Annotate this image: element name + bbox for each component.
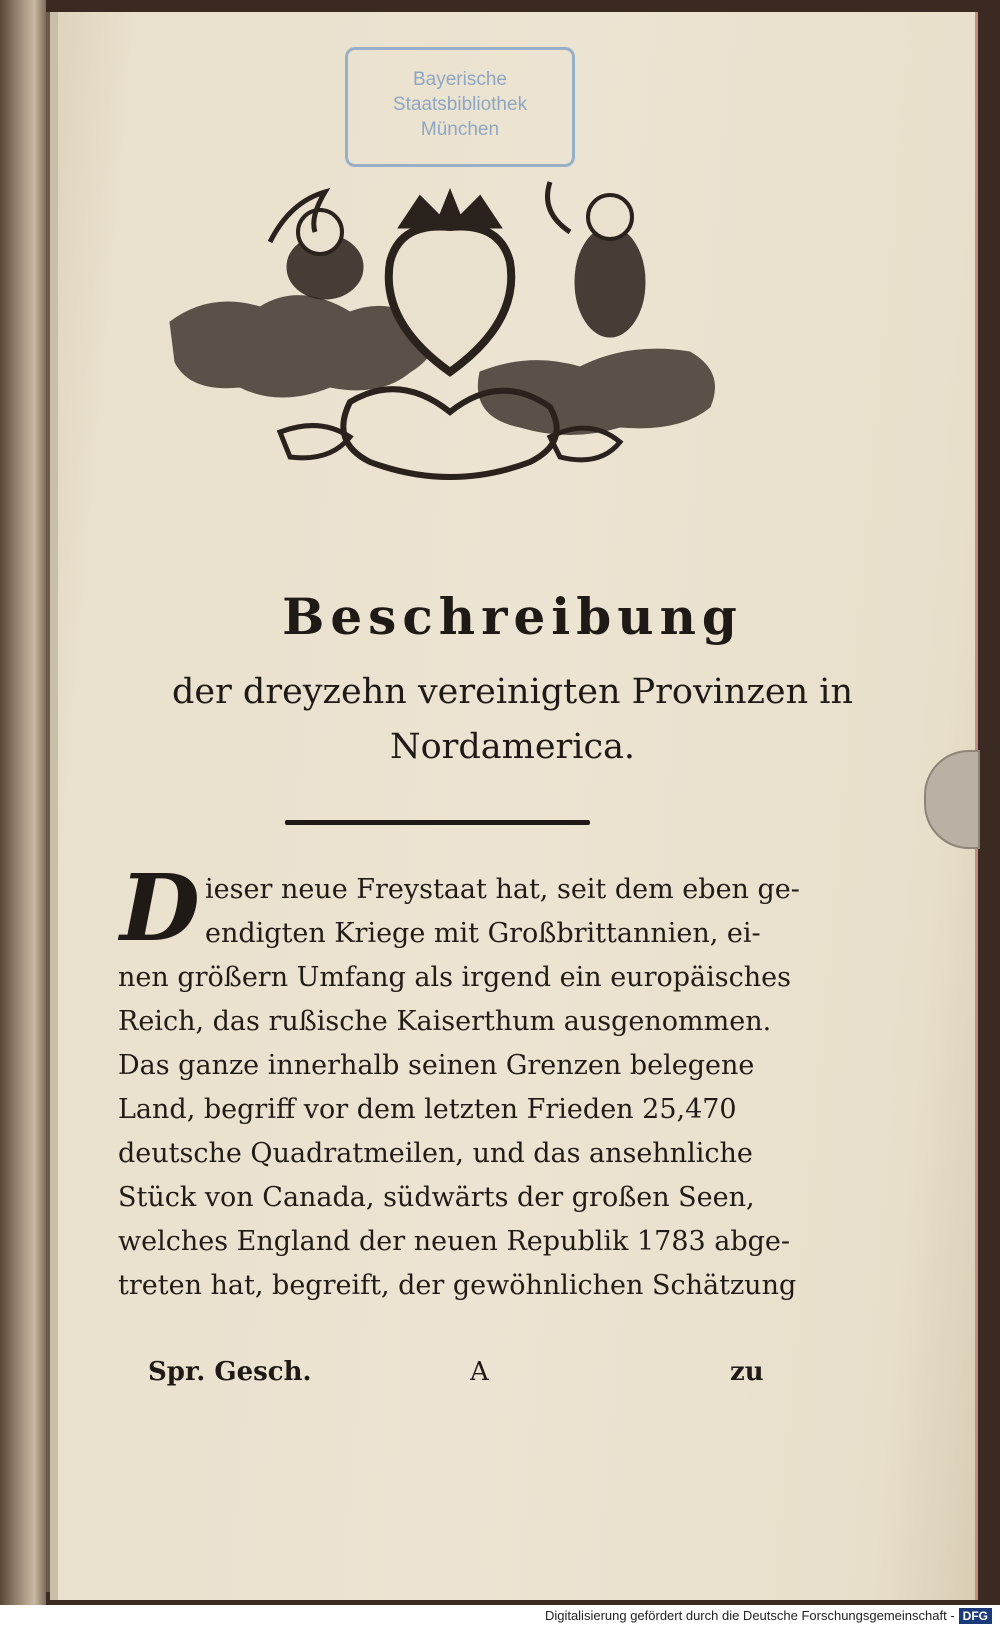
text-line-6: Land, begriff vor dem letzten Frieden 25,470	[118, 1094, 737, 1125]
library-stamp	[345, 47, 575, 167]
text-line-1: ieser neue Freystaat hat, seit dem eben ge-	[205, 874, 800, 905]
text-line-3: nen größern Umfang als irgend ein europäisches	[118, 962, 791, 993]
credit-text: Digitalisierung gefördert durch die Deutsche Forschungsgemeinschaft -	[544, 1608, 955, 1623]
sheet-mark: A	[470, 1357, 489, 1387]
signature-mark: Spr. Gesch.	[148, 1357, 312, 1387]
stamp-line-1: Bayerische	[413, 69, 507, 90]
book-page	[50, 12, 978, 1600]
page-subtitle-line-1: der dreyzehn vereinigten Provinzen in	[171, 672, 854, 712]
digitization-credit	[545, 1608, 992, 1624]
page-gutter	[50, 12, 58, 1600]
title-rule	[285, 820, 590, 825]
text-line-9: welches England der neuen Republik 1783 abge-	[118, 1226, 791, 1257]
page-subtitle-line-2: Nordamerica.	[389, 727, 636, 767]
putti-crown-cartouche-vignette-icon	[150, 172, 730, 502]
text-line-7: deutsche Quadratmeilen, und das ansehnliche	[118, 1138, 753, 1169]
book-spine	[0, 0, 46, 1605]
catchword: zu	[730, 1357, 764, 1387]
stamp-line-2: Staatsbibliothek	[392, 94, 528, 115]
text-line-10: treten hat, begreift, der gewöhnlichen Schätzung	[118, 1270, 797, 1301]
text-line-8: Stück von Canada, südwärts der großen Seen,	[118, 1182, 755, 1213]
drop-cap: D	[120, 854, 200, 962]
text-line-5: Das ganze innerhalb seinen Grenzen belegene	[118, 1050, 755, 1081]
text-line-4: Reich, das rußische Kaiserthum ausgenommen.	[118, 1006, 772, 1037]
stamp-line-3: München	[420, 119, 500, 140]
page-title: Beschreibung	[282, 587, 743, 646]
dfg-logo-icon: DFG	[959, 1608, 992, 1624]
text-line-2: endigten Kriege mit Großbrittannien, ei-	[205, 918, 761, 949]
